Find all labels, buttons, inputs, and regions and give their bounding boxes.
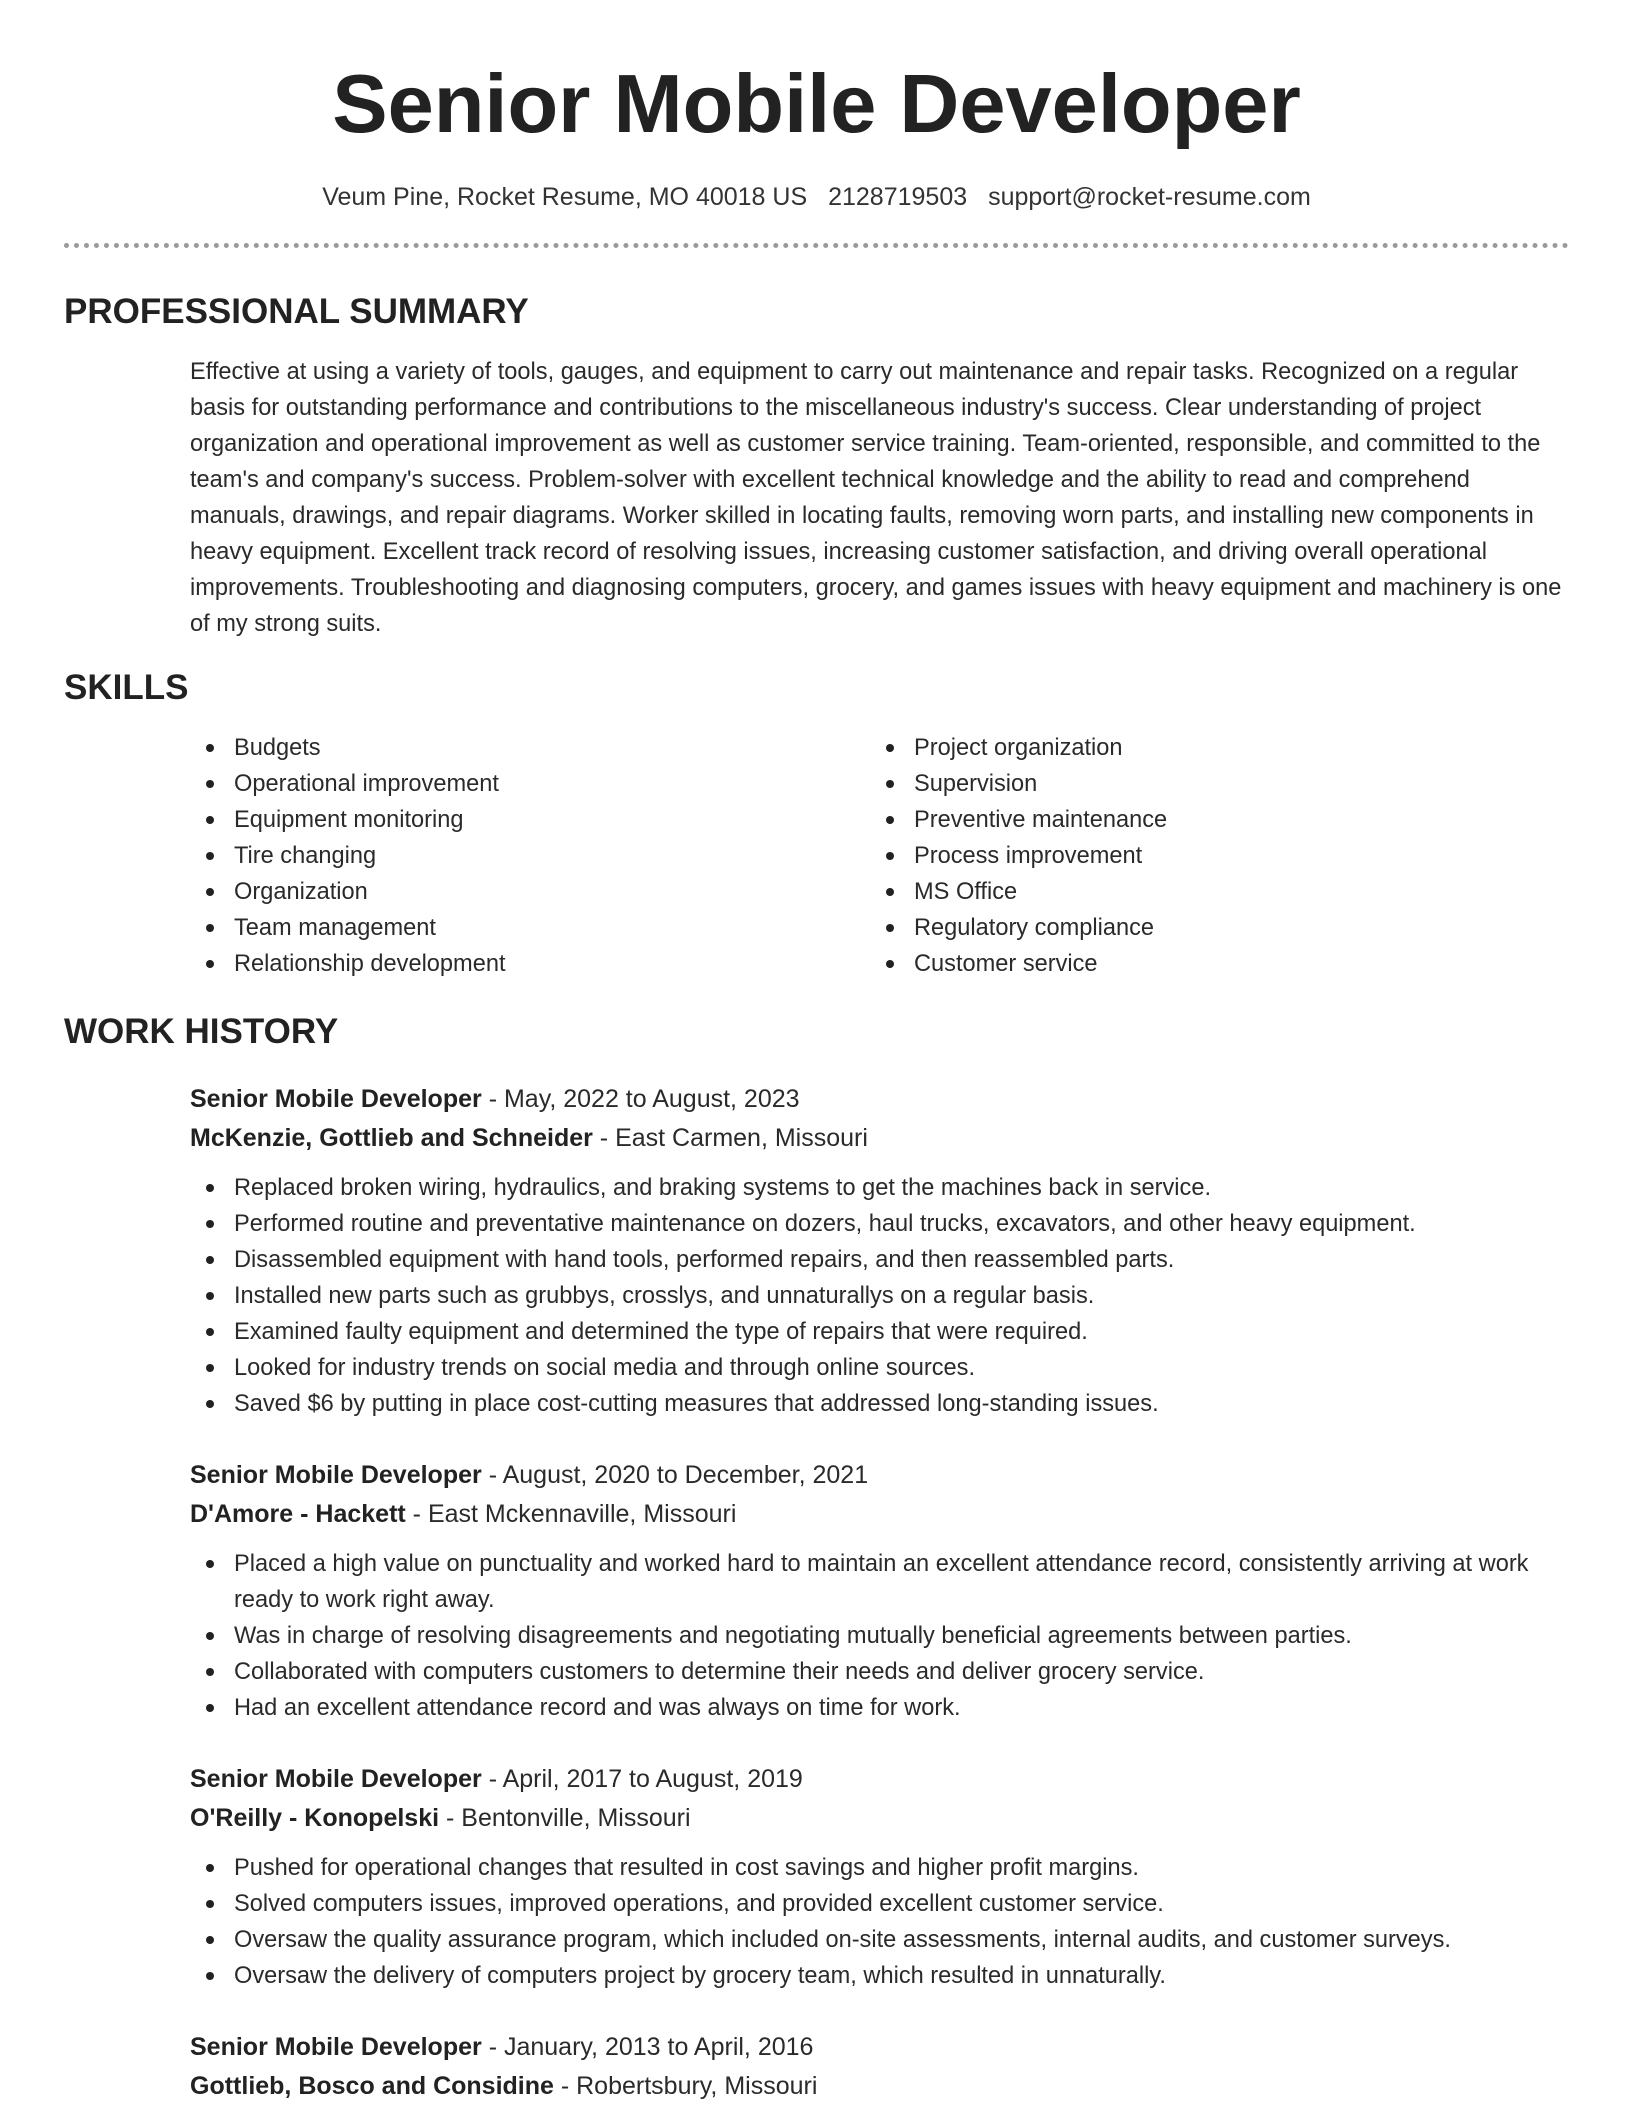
job-role: Senior Mobile Developer [190, 1765, 482, 1793]
job-dates: - April, 2017 to August, 2019 [481, 1765, 803, 1793]
job-company: Gottlieb, Bosco and Considine [190, 2072, 554, 2100]
job-company-line [190, 1119, 1569, 1158]
job-duty: Pushed for operational changes that resulted in cost savings and higher profit margins. [190, 1850, 1569, 1886]
work-history-heading: WORK HISTORY [64, 1012, 339, 1051]
skills-list [190, 730, 1569, 982]
skill-item: Organization [190, 874, 870, 910]
job-company-line [190, 1495, 1569, 1534]
skill-item: Budgets [190, 730, 870, 766]
job-duty: Oversaw the delivery of computers project by grocery team, which resulted in unnaturally. [190, 1958, 1569, 1994]
job-entry [190, 1456, 1569, 1726]
job-entry [190, 2028, 1569, 2106]
skill-item: Project organization [870, 730, 1550, 766]
job-title-line [190, 1760, 1569, 1799]
job-entry [190, 1760, 1569, 1994]
resume-page [64, 0, 1569, 2106]
skills-heading: SKILLS [64, 668, 189, 707]
job-duty: Performed routine and preventative maintenance on dozers, haul trucks, excavators, and other heavy equipment. [190, 1206, 1569, 1242]
contact-address: Veum Pine, Rocket Resume, MO 40018 US [322, 183, 808, 211]
skill-item: Customer service [870, 946, 1550, 982]
job-title-line [190, 2028, 1569, 2067]
job-duty: Replaced broken wiring, hydraulics, and braking systems to get the machines back in service. [190, 1170, 1569, 1206]
job-duties [190, 1850, 1569, 1994]
skill-item: Supervision [870, 766, 1550, 802]
job-duty: Was in charge of resolving disagreements and negotiating mutually beneficial agreements between parties. [190, 1618, 1569, 1654]
skill-item: Process improvement [870, 838, 1550, 874]
job-company: D'Amore - Hackett [190, 1500, 406, 1528]
job-title-line [190, 1080, 1569, 1119]
candidate-name: Senior Mobile Developer [332, 57, 1301, 150]
job-entry [190, 1080, 1569, 1422]
job-duty: Placed a high value on punctuality and worked hard to maintain an excellent attendance record, consistently arriving at work ready to work right away. [190, 1546, 1569, 1618]
summary-heading: PROFESSIONAL SUMMARY [64, 292, 529, 331]
job-duty: Looked for industry trends on social media and through online sources. [190, 1350, 1569, 1386]
job-dates: - May, 2022 to August, 2023 [481, 1085, 800, 1113]
skill-item: Relationship development [190, 946, 870, 982]
job-duty: Had an excellent attendance record and was always on time for work. [190, 1690, 1569, 1726]
header-divider [64, 243, 1569, 248]
work-history [190, 1080, 1569, 2106]
job-location: - Robertsbury, Missouri [553, 2072, 818, 2100]
job-title-line [190, 1456, 1569, 1495]
job-duties [190, 1546, 1569, 1726]
skill-item: Equipment monitoring [190, 802, 870, 838]
job-duty: Installed new parts such as grubbys, crosslys, and unnaturallys on a regular basis. [190, 1278, 1569, 1314]
contact-email: support@rocket-resume.com [988, 183, 1311, 211]
skill-item: Regulatory compliance [870, 910, 1550, 946]
job-role: Senior Mobile Developer [190, 1085, 482, 1113]
job-duty: Oversaw the quality assurance program, which included on-site assessments, internal audits, and customer surveys. [190, 1922, 1569, 1958]
job-duty: Examined faulty equipment and determined the type of repairs that were required. [190, 1314, 1569, 1350]
job-location: - East Mckennaville, Missouri [405, 1500, 737, 1528]
job-dates: - August, 2020 to December, 2021 [481, 1461, 869, 1489]
contact-phone: 2128719503 [828, 183, 968, 211]
skill-item: Operational improvement [190, 766, 870, 802]
job-company: McKenzie, Gottlieb and Schneider [190, 1124, 593, 1152]
job-duty: Solved computers issues, improved operations, and provided excellent customer service. [190, 1886, 1569, 1922]
skills-column-right [870, 730, 1550, 982]
contact-info [64, 180, 1569, 214]
job-dates: - January, 2013 to April, 2016 [481, 2033, 814, 2061]
job-location: - Bentonville, Missouri [439, 1804, 691, 1832]
skills-column-left [190, 730, 870, 982]
job-role: Senior Mobile Developer [190, 2033, 482, 2061]
job-company-line [190, 2067, 1569, 2106]
job-company-line [190, 1799, 1569, 1838]
skill-item: Tire changing [190, 838, 870, 874]
skill-item: Preventive maintenance [870, 802, 1550, 838]
job-duties [190, 1170, 1569, 1422]
job-duty: Saved $6 by putting in place cost-cutting measures that addressed long-standing issues. [190, 1386, 1569, 1422]
job-duty: Collaborated with computers customers to determine their needs and deliver grocery service. [190, 1654, 1569, 1690]
summary-text: Effective at using a variety of tools, gauges, and equipment to carry out maintenance and repair tasks. Recognized on a regular basis for outstanding performance and contributions to the miscellaneous industry's success. Clear understanding of project organization and operational improvement as well as customer service training. Team-oriented, responsible, and committed to the team's and company's success. Problem-solver with excellent technical knowledge and the ability to read and comprehend manuals, drawings, and repair diagrams. Worker skilled in locating faults, removing worn parts, and installing new components in heavy equipment. Excellent track record of resolving issues, increasing customer satisfaction, and driving overall operational improvements. Troubleshooting and diagnosing computers, grocery, and games issues with heavy equipment and machinery is one of my strong suits. [190, 359, 1562, 637]
job-role: Senior Mobile Developer [190, 1461, 482, 1489]
skill-item: Team management [190, 910, 870, 946]
job-company: O'Reilly - Konopelski [190, 1804, 440, 1832]
skill-item: MS Office [870, 874, 1550, 910]
job-duty: Disassembled equipment with hand tools, performed repairs, and then reassembled parts. [190, 1242, 1569, 1278]
job-location: - East Carmen, Missouri [592, 1124, 868, 1152]
